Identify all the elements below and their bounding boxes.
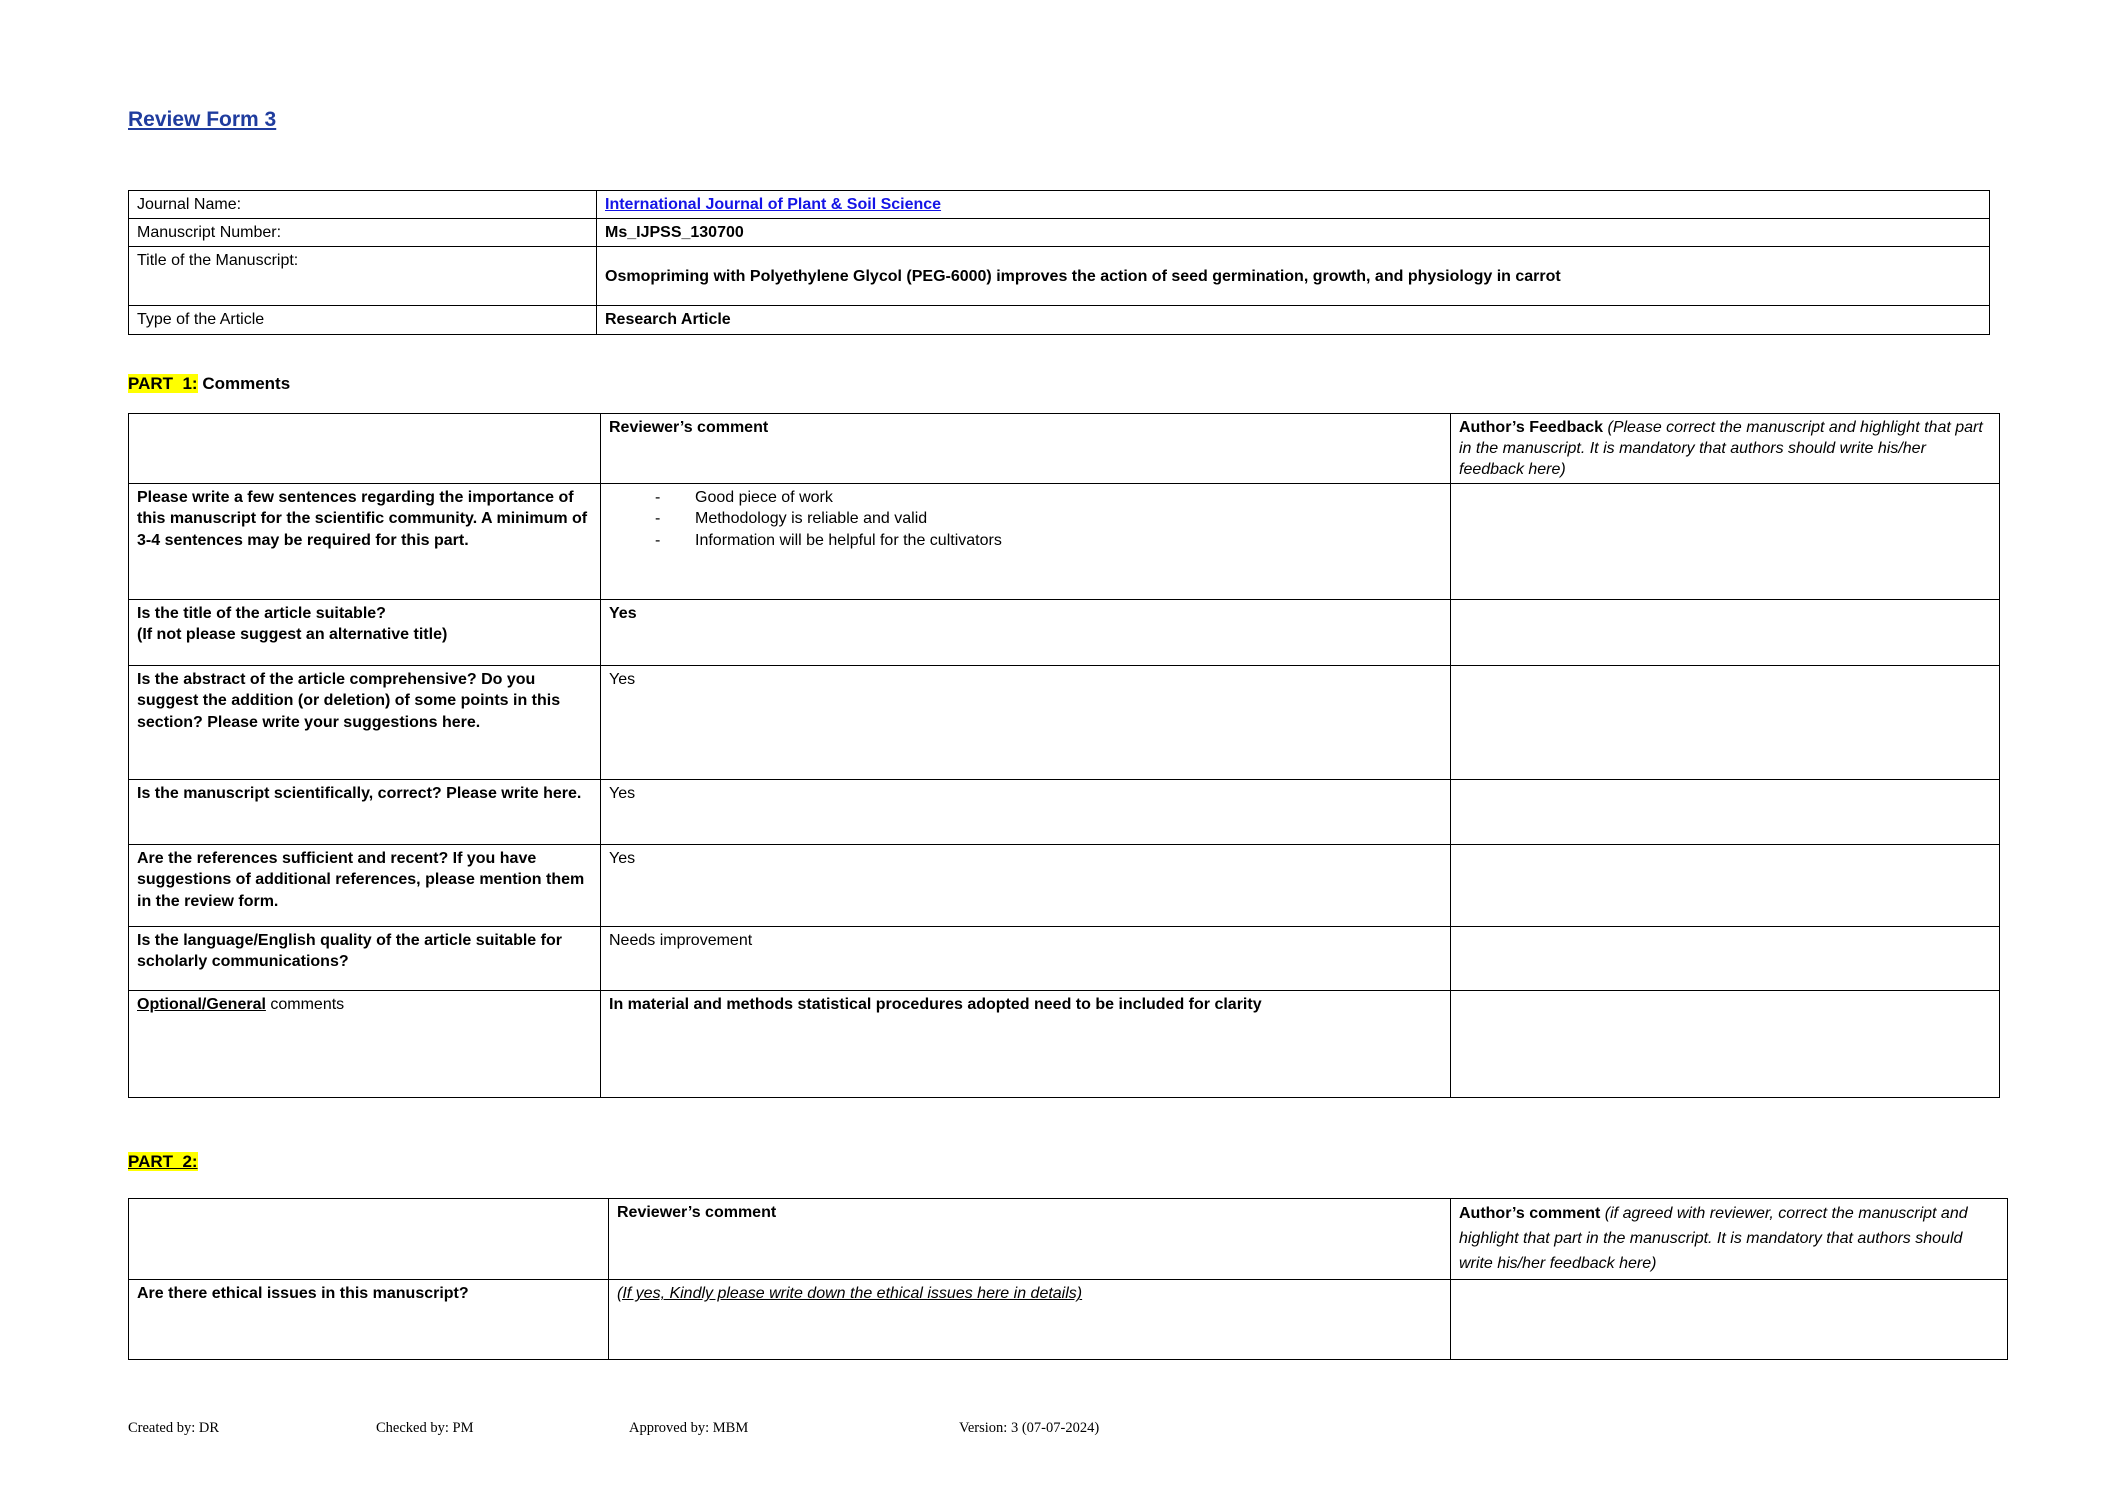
ethical-issues-note: (If yes, Kindly please write down the ethical issues here in details) xyxy=(617,1285,1083,1303)
title-suitable-row xyxy=(129,600,2000,666)
journal-name-cell xyxy=(597,191,1990,219)
language-feedback-cell xyxy=(1451,927,2000,991)
optional-comments-answer: In material and methods statistical procedures adopted need to be included for clarity xyxy=(601,991,1451,1098)
language-row xyxy=(129,927,2000,991)
manuscript-number-row xyxy=(129,219,1990,247)
question-line: (If not please suggest an alternative title) xyxy=(137,626,448,644)
list-item xyxy=(609,508,1442,529)
part2-author-comment-header xyxy=(1451,1199,2008,1280)
bullet-dash: - xyxy=(655,531,661,549)
journal-name-label: Journal Name: xyxy=(129,191,597,219)
author-feedback-header-title: Author’s Feedback xyxy=(1459,419,1604,436)
language-answer: Needs improvement xyxy=(601,927,1451,991)
part2-header-row xyxy=(129,1199,2008,1280)
footer-created-by: Created by: DR xyxy=(128,1420,220,1436)
bullet-text: Information will be helpful for the cultivators xyxy=(695,531,1002,549)
part1-comments-table xyxy=(128,413,2000,1098)
importance-comment-cell xyxy=(601,484,1451,600)
ethical-issues-question: Are there ethical issues in this manuscript? xyxy=(129,1280,609,1360)
author-feedback-header xyxy=(1451,414,2000,484)
ethical-issues-comment-cell xyxy=(609,1280,1451,1360)
references-feedback-cell xyxy=(1451,845,2000,927)
footer-checked-by: Checked by: PM xyxy=(376,1420,474,1436)
title-suitable-answer: Yes xyxy=(601,600,1451,666)
question-line: Is the title of the article suitable? xyxy=(137,605,386,623)
bullet-dash: - xyxy=(655,510,661,528)
scientific-answer: Yes xyxy=(601,780,1451,845)
part2-header-empty-cell xyxy=(129,1199,609,1280)
title-suitable-question xyxy=(129,600,601,666)
footer-approved-by: Approved by: MBM xyxy=(629,1420,749,1436)
part2-author-comment-header-note: (if agreed with reviewer, correct the manuscript and highlight that part in the manuscript. It is mandatory that authors should write his/her feedback here) xyxy=(1459,1205,1968,1272)
references-row xyxy=(129,845,2000,927)
language-question: Is the language/English quality of the article suitable for scholarly communications? xyxy=(129,927,601,991)
footer-version: Version: 3 (07-07-2024) xyxy=(959,1420,1100,1436)
part2-heading xyxy=(128,1152,198,1172)
list-item xyxy=(609,530,1442,551)
bullet-text: Good piece of work xyxy=(695,489,833,507)
manuscript-number-label: Manuscript Number: xyxy=(129,219,597,247)
scientific-question: Is the manuscript scientifically, correct? Please write here. xyxy=(129,780,601,845)
manuscript-title-label: Title of the Manuscript: xyxy=(129,247,597,306)
bullet-dash: - xyxy=(655,489,661,507)
part1-header-row xyxy=(129,414,2000,484)
scientific-feedback-cell xyxy=(1451,780,2000,845)
manuscript-info-table xyxy=(128,190,1990,335)
title-suitable-feedback-cell xyxy=(1451,600,2000,666)
article-type-value: Research Article xyxy=(597,306,1990,335)
abstract-answer: Yes xyxy=(601,666,1451,780)
optional-comments-feedback-cell xyxy=(1451,991,2000,1098)
ethical-issues-row xyxy=(129,1280,2008,1360)
importance-row xyxy=(129,484,2000,600)
journal-link[interactable]: International Journal of Plant & Soil Science xyxy=(605,196,942,213)
abstract-row xyxy=(129,666,2000,780)
references-question: Are the references sufficient and recent? If you have suggestions of additional references, please mention them in the review form. xyxy=(129,845,601,927)
scientific-row xyxy=(129,780,2000,845)
manuscript-title-value: Osmopriming with Polyethylene Glycol (PEG-6000) improves the action of seed germination, growth, and physiology in carrot xyxy=(597,247,1990,306)
references-answer: Yes xyxy=(601,845,1451,927)
optional-comments-label xyxy=(129,991,601,1098)
part2-author-comment-header-title: Author’s comment xyxy=(1459,1205,1601,1222)
bullet-text: Methodology is reliable and valid xyxy=(695,510,928,528)
part1-heading xyxy=(128,374,290,394)
abstract-question: Is the abstract of the article comprehensive? Do you suggest the addition (or deletion) of some points in this section? Please write your suggestions here. xyxy=(129,666,601,780)
manuscript-title-row xyxy=(129,247,1990,306)
article-type-row xyxy=(129,306,1990,335)
part2-heading-highlight: PART 2: xyxy=(128,1152,198,1171)
list-item xyxy=(609,487,1442,508)
importance-question: Please write a few sentences regarding the importance of this manuscript for the scientific community. A minimum of 3-4 sentences may be required for this part. xyxy=(129,484,601,600)
optional-comments-label-bold: Optional/General xyxy=(137,996,266,1014)
part1-header-empty-cell xyxy=(129,414,601,484)
optional-comments-row xyxy=(129,991,2000,1098)
journal-name-row xyxy=(129,191,1990,219)
reviewer-comment-header: Reviewer’s comment xyxy=(601,414,1451,484)
importance-feedback-cell xyxy=(1451,484,2000,600)
author-feedback-header-note: (Please correct the manuscript and highlight that part in the manuscript. It is mandatory that authors should write his/her feedback here) xyxy=(1459,419,1983,479)
part1-heading-label: Comments xyxy=(202,374,291,393)
optional-comments-label-rest: comments xyxy=(265,996,345,1014)
abstract-feedback-cell xyxy=(1451,666,2000,780)
part2-ethics-table xyxy=(128,1198,2008,1360)
manuscript-number-value: Ms_IJPSS_130700 xyxy=(597,219,1990,247)
part2-reviewer-comment-header: Reviewer’s comment xyxy=(609,1199,1451,1280)
article-type-label: Type of the Article xyxy=(129,306,597,335)
part1-heading-highlight: PART 1: xyxy=(128,374,198,393)
ethical-issues-feedback-cell xyxy=(1451,1280,2008,1360)
page-title[interactable]: Review Form 3 xyxy=(128,108,277,131)
